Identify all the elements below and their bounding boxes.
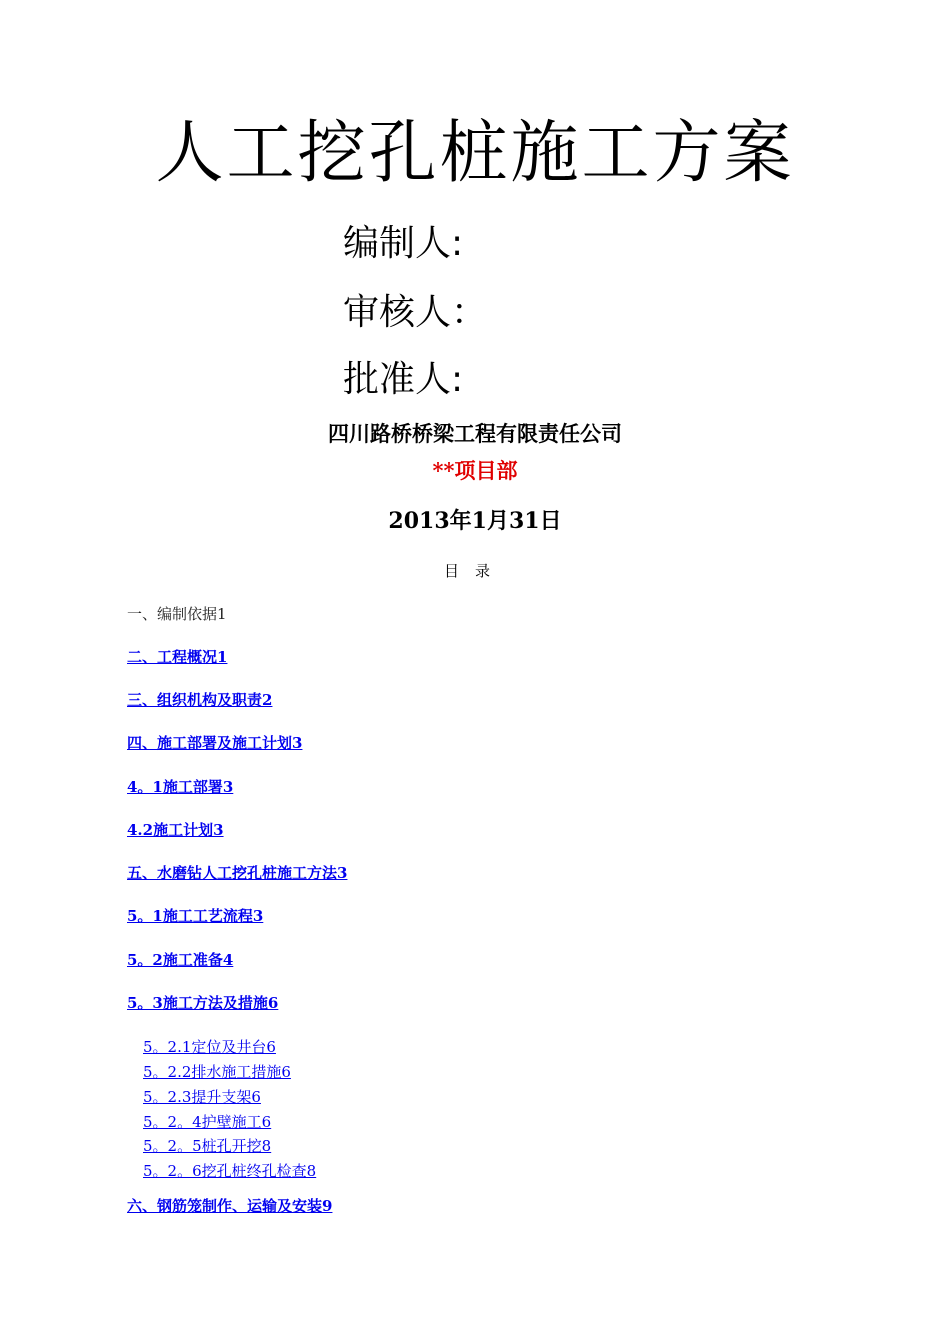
toc-link[interactable]: 5。2施工准备4 [127, 951, 234, 969]
signature-compiler: 编制人: [343, 223, 464, 264]
toc-link[interactable]: 5。3施工方法及措施6 [127, 994, 279, 1012]
toc-link[interactable]: 六、钢筋笼制作、运输及安装9 [127, 1197, 333, 1215]
toc-sublink[interactable]: 5。2。4护壁施工6 [143, 1113, 272, 1131]
toc-link[interactable]: 5。1施工工艺流程3 [127, 907, 264, 925]
toc-sublink[interactable]: 5。2。6挖孔桩终孔检查8 [143, 1162, 317, 1180]
project-department: **项目部 [432, 458, 518, 483]
toc-sublink[interactable]: 5。2.1定位及井台6 [143, 1038, 276, 1056]
toc-link[interactable]: 4.2施工计划3 [127, 821, 224, 839]
toc-link[interactable]: 二、工程概况1 [127, 648, 228, 666]
toc-title: 目录 [443, 562, 506, 580]
toc-link[interactable]: 4。1施工部署3 [127, 778, 234, 796]
toc-sublink[interactable]: 5。2。5桩孔开挖8 [143, 1137, 272, 1155]
toc-item: 一、编制依据1 [127, 605, 227, 623]
toc-link[interactable]: 五、水磨钻人工挖孔桩施工方法3 [127, 864, 348, 882]
signature-reviewer: 审核人： [343, 292, 488, 333]
toc-link[interactable]: 三、组织机构及职责2 [127, 691, 273, 709]
document-title: 人工挖孔桩施工方案 [155, 114, 795, 193]
document-date: 2013年1月31日 [388, 508, 562, 534]
toc-link[interactable]: 四、施工部署及施工计划3 [127, 734, 303, 752]
toc-sublink[interactable]: 5。2.2排水施工措施6 [143, 1063, 291, 1081]
toc-sublink[interactable]: 5。2.3提升支架6 [143, 1088, 261, 1106]
company-name: 四川路桥桥梁工程有限责任公司 [328, 421, 622, 446]
signature-approver: 批准人: [343, 359, 464, 400]
